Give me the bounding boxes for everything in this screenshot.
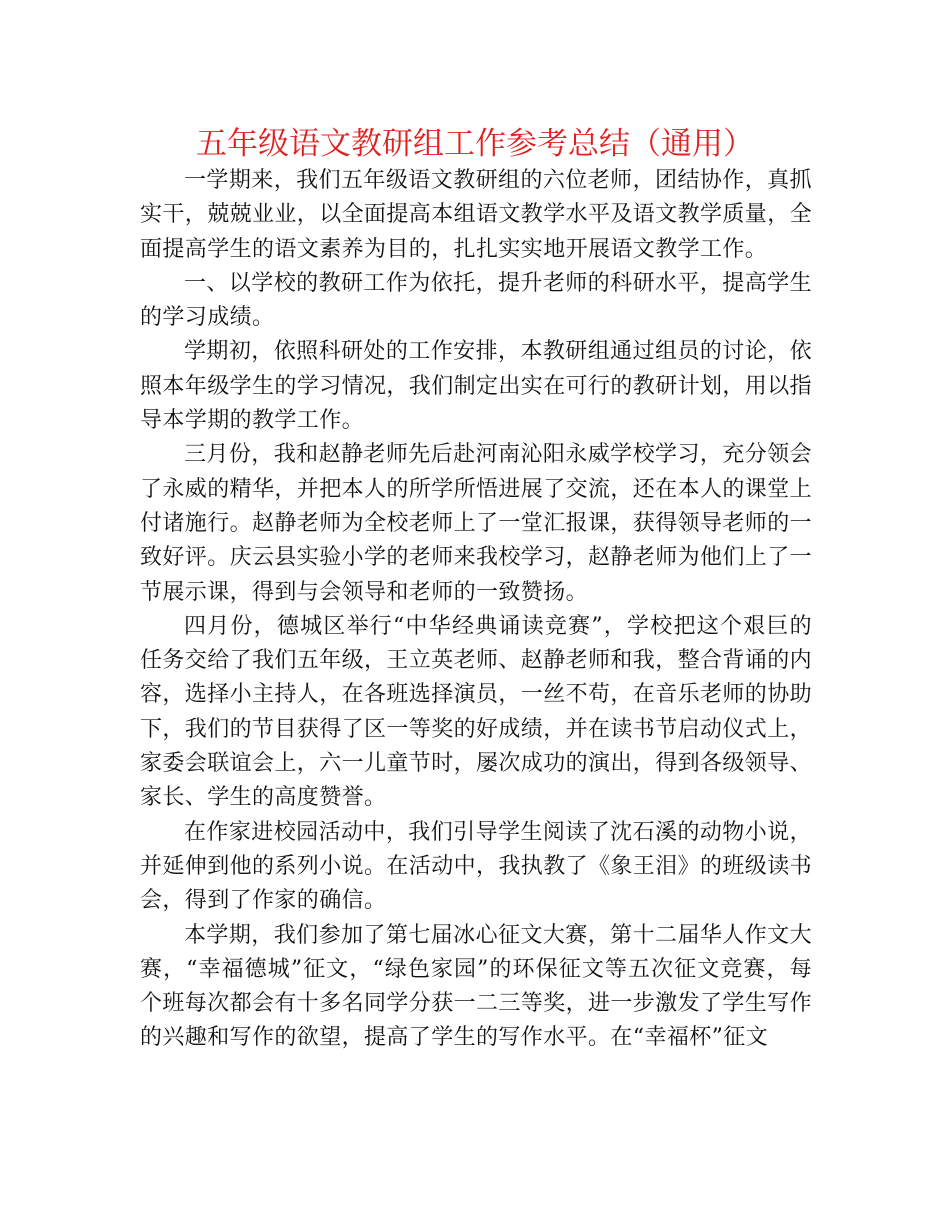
paragraph-april: 四月份，德城区举行“中华经典诵读竞赛”，学校把这个艰巨的任务交给了我们五年级，王立英老师、赵静老师和我，整合背诵的内容，选择小主持人，在各班选择演员，一丝不苟，在音乐老师的协助下，我们的节目获得了区一等奖的好成绩，并在读书节启动仪式上，家委会联谊会上，六一儿童节时，屡次成功的演出，得到各级领导、家长、学生的高度赞誉。 — [140, 613, 813, 811]
paragraph-semester-start: 学期初，依照科研处的工作安排，本教研组通过组员的讨论，依照本年级学生的学习情况，我们制定出实在可行的教研计划，用以指导本学期的教学工作。 — [140, 339, 813, 434]
paragraph-intro: 一学期来，我们五年级语文教研组的六位老师，团结协作，真抓实干，兢兢业业，以全面提高本组语文教学水平及语文教学质量，全面提高学生的语文素养为目的，扎扎实实地开展语文教学工作。 — [140, 168, 813, 262]
paragraph-essay-contests: 本学期，我们参加了第七届冰心征文大赛，第十二届华人作文大赛，“幸福德城”征文，“绿色家园”的环保征文等五次征文竞赛，每个班每次都会有十多名同学分获一二三等奖，进一步激发了学生写作的兴趣和写作的欲望，提高了学生的写作水平。在“幸福杯”征文 — [140, 922, 813, 1051]
paragraph-section-heading: 一、以学校的教研工作为依托，提升老师的科研水平，提高学生的学习成绩。 — [140, 270, 812, 331]
paragraph-author-visit: 在作家进校园活动中，我们引导学生阅读了沈石溪的动物小说，并延伸到他的系列小说。在活动中，我执教了《象王泪》的班级读书会，得到了作家的确信。 — [140, 819, 813, 914]
document-title: 五年级语文教研组工作参考总结（通用） — [196, 126, 754, 162]
paragraph-march: 三月份，我和赵静老师先后赴河南沁阳永威学校学习，充分领会了永威的精华，并把本人的所学所悟进展了交流，还在本人的课堂上付诸施行。赵静老师为全校老师上了一堂汇报课，获得领导老师的一致好评。庆云县实验小学的老师来我校学习，赵静老师为他们上了一节展示课，得到与会领导和老师的一致赞扬。 — [140, 442, 813, 605]
document-body — [140, 164, 812, 1056]
